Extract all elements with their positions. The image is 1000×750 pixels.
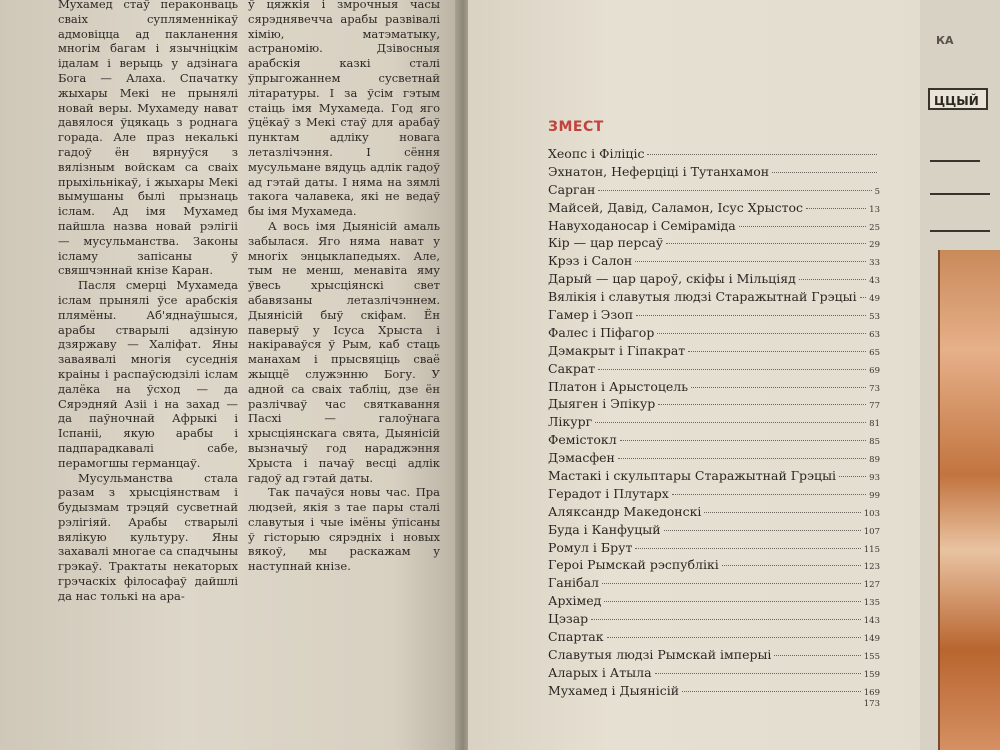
divider — [930, 193, 990, 195]
toc-entry-page: 143 — [863, 616, 880, 627]
toc-entry-page: 99 — [869, 490, 880, 501]
toc-leader-dots — [604, 601, 860, 602]
toc-entry — [548, 164, 880, 182]
toc-entry-title: Ромул і Брут — [548, 539, 633, 555]
paragraph: А вось імя Дыянісій амаль забылася. Яго няма нават у многіх энцыклапедыях. Але, тым не менш, менавіта яму ўвесь хрысціянскі свет абавязаны летазлічэннем. Дыянісій быў скіфам. Ён паверыў у Ісуса Хрыста і накіраваўся ў Рым, каб стаць манахам і прысвяціць сваё жыццё служэнню Богу. У адной са сваіх табліц, дзе ён разлічваў час святкавання Пасхі — галоўнага хрысціянскага свята, Дыянісій вызначыў год нараджэння Хрыста і пачаў весці адлік гадоў ад гэтай даты. — [248, 218, 440, 485]
toc-entry-page: 135 — [863, 598, 880, 609]
toc-leader-dots — [704, 512, 860, 513]
toc-entry — [548, 200, 880, 218]
toc-leader-dots — [602, 583, 861, 584]
toc-entry-title: Мухамед і Дыянісій — [548, 682, 680, 698]
toc-entry-page: 49 — [869, 294, 880, 305]
toc-leader-dots — [739, 226, 866, 227]
toc-entry-title: Лікург — [548, 414, 593, 430]
toc-leader-dots — [618, 458, 866, 459]
toc-entry — [548, 396, 880, 414]
toc-leader-dots — [860, 297, 867, 298]
toc-entry-page: 115 — [863, 544, 880, 555]
toc-entry-page: 93 — [869, 473, 880, 484]
toc-entry — [548, 253, 880, 271]
toc-entry-title: Дарый — цар цароў, скіфы і Мільціяд — [548, 271, 796, 287]
toc-entry — [548, 540, 880, 558]
toc-entry-title: Буда і Канфуцый — [548, 521, 661, 537]
toc-entry — [548, 647, 880, 665]
toc-entry — [548, 504, 880, 522]
paragraph: Мухамед стаў пераконваць сваіх супляменнікаў адмовіцца ад пакланення многім багам і язычніцкім ідалам і верыць у адзінага Бога — Алаха. Спачатку жыхары Мекі не прынялі новай веры. Мухамеду нават давялося ўцякаць з роднага горада. Але праз некалькі гадоў ён вярнуўся з вялізным войскам са сваіх прыхільнікаў, і жыхары Мекі вымушаны былі прызнаць іслам. Ад імя Мухамед пайшла назва новай рэлігіі — мусульманства. Законы ісламу запісаны ў свяшчэннай кнізе Каран. — [58, 0, 238, 278]
toc-leader-dots — [672, 494, 866, 495]
toc-leader-dots — [799, 279, 866, 280]
toc-entry-title: Ганібал — [548, 575, 599, 591]
toc-entry-page: 149 — [863, 634, 880, 645]
toc-leader-dots — [595, 422, 866, 423]
toc-entry-page: 73 — [869, 383, 880, 394]
toc-leader-dots — [772, 172, 877, 173]
toc-leader-dots — [839, 476, 866, 477]
toc-entry-title: Дэмакрыт і Гіпакрат — [548, 342, 686, 358]
text-column-right — [248, 0, 440, 574]
toc-entry — [548, 146, 880, 164]
toc-entry-page: 63 — [869, 329, 880, 340]
toc-entry-page: 173 — [863, 698, 880, 709]
toc-entry-title: Вялікія і славутыя людзі Старажытнай Грэцыі — [548, 289, 857, 305]
toc-entry — [548, 593, 880, 611]
toc-entry-title: Навуходаносар і Семіраміда — [548, 217, 736, 233]
toc-entry-title: Дыяген і Эпікур — [548, 396, 656, 412]
toc-entry — [548, 414, 880, 432]
toc-entry — [548, 486, 880, 504]
toc-leader-dots — [635, 261, 866, 262]
toc-entry-page: 43 — [869, 276, 880, 287]
toc-leader-dots — [636, 315, 866, 316]
toc-entry — [548, 575, 880, 593]
divider — [930, 230, 990, 232]
toc-entry — [548, 235, 880, 253]
toc-entry — [548, 182, 880, 200]
toc-entry-title: Архімед — [548, 593, 602, 609]
toc-entry-title: Кір — цар персаў — [548, 235, 664, 251]
toc-leader-dots — [620, 440, 866, 441]
toc-leader-dots — [607, 637, 861, 638]
toc-entry-page: 159 — [863, 669, 880, 680]
toc-trailing-page — [548, 699, 880, 709]
underlying-heading: КА — [936, 34, 954, 47]
toc-leader-dots — [691, 387, 866, 388]
toc-leader-dots — [647, 154, 877, 155]
paragraph: ў цяжкія і змрочныя часы сярэднявечча арабы развівалі хімію, матэматыку, астраномію. Дзівосныя арабскія казкі сталі ўпрыгожаннем сусветнай літаратуры. І за ўсім гэтым стаіць імя Мухамеда. Год яго ўцёкаў з Мекі стаў для арабаў пунктам адліку новага летазлічэння. І сёння мусульмане вядуць адлік гадоў ад гэтай даты. І няма на зямлі такога чалавека, які не ведаў бы імя Мухамеда. — [248, 0, 440, 219]
toc-entry — [548, 379, 880, 397]
table-of-contents — [548, 146, 880, 709]
toc-entry-page: 5 — [874, 186, 880, 197]
toc-leader-dots — [774, 655, 860, 656]
toc-leader-dots — [598, 369, 866, 370]
toc-entry-page: 169 — [863, 687, 880, 698]
left-page — [0, 0, 462, 750]
toc-entry-page: 53 — [869, 312, 880, 323]
toc-entry-title: Майсей, Давід, Саламон, Ісус Хрыстос — [548, 199, 804, 215]
toc-leader-dots — [664, 530, 861, 531]
toc-entry-title: Славутыя людзі Рымскай імперыі — [548, 646, 772, 662]
toc-leader-dots — [682, 691, 861, 692]
toc-entry-page: 103 — [863, 508, 880, 519]
toc-entry-title: Фемістокл — [548, 432, 617, 448]
toc-entry — [548, 271, 880, 289]
toc-entry-page: 155 — [863, 651, 880, 662]
toc-entry — [548, 611, 880, 629]
toc-entry-page: 13 — [869, 204, 880, 215]
toc-entry — [548, 361, 880, 379]
toc-entry — [548, 289, 880, 307]
underlying-label: ЦЦЫЙ — [928, 88, 988, 110]
divider — [930, 160, 980, 162]
toc-entry-title: Героі Рымскай рэспублікі — [548, 557, 719, 573]
toc-leader-dots — [666, 243, 866, 244]
toc-entry — [548, 450, 880, 468]
toc-leader-dots — [688, 351, 866, 352]
toc-entry-title: Аляксандр Македонскі — [548, 503, 702, 519]
toc-leader-dots — [658, 404, 866, 405]
toc-entry-page: 33 — [869, 258, 880, 269]
toc-entry-title: Крэз і Салон — [548, 253, 633, 269]
toc-entry-page: 89 — [869, 455, 880, 466]
toc-entry — [548, 343, 880, 361]
toc-heading: ЗМЕСТ — [548, 119, 604, 135]
toc-entry-title: Мастакі і скульптары Старажытнай Грэцыі — [548, 468, 837, 484]
toc-entry-title: Сакрат — [548, 360, 596, 376]
toc-entry-page: 65 — [869, 347, 880, 358]
toc-entry-page: 123 — [863, 562, 880, 573]
toc-leader-dots — [598, 190, 871, 191]
toc-entry — [548, 307, 880, 325]
toc-entry-page: 77 — [869, 401, 880, 412]
toc-entry-title: Гамер і Эзоп — [548, 307, 634, 323]
underlying-page — [920, 0, 1000, 750]
toc-entry — [548, 522, 880, 540]
toc-entry-title: Фалес і Піфагор — [548, 324, 655, 340]
toc-entry-title: Сарган — [548, 181, 596, 197]
toc-entry — [548, 218, 880, 236]
toc-entry-page: 25 — [869, 222, 880, 233]
paragraph: Так пачаўся новы час. Пра людзей, якія з тае пары сталі славутыя і чые імёны ўпісаны ў гісторыю сярэдніх і новых вякоў, мы раскажам у наступнай кнізе. — [248, 485, 440, 574]
toc-entry-title: Цэзар — [548, 611, 589, 627]
toc-leader-dots — [657, 333, 866, 334]
toc-entry-title: Герадот і Плутарх — [548, 485, 669, 501]
toc-entry-page: 29 — [869, 240, 880, 251]
toc-leader-dots — [635, 548, 860, 549]
toc-entry-title: Платон і Арыстоцель — [548, 378, 689, 394]
toc-entry — [548, 557, 880, 575]
toc-leader-dots — [806, 208, 866, 209]
toc-entry-title: Аларых і Атыла — [548, 664, 652, 680]
toc-entry-page: 127 — [863, 580, 880, 591]
toc-entry-page: 85 — [869, 437, 880, 448]
toc-entry-page: 69 — [869, 365, 880, 376]
toc-leader-dots — [591, 619, 861, 620]
paragraph: Мусульманства стала разам з хрысціянствам і будызмам трэцяй сусветнай рэлігіяй. Арабы стварылі вялікую культуру. Яны захавалі многае са спадчыны грэкаў. Трактаты некаторых грэчаскіх філосафаў дайшлі да нас толькі на ара- — [58, 470, 238, 603]
toc-entry-title: Хеопс і Філіціс — [548, 146, 645, 161]
paragraph: Пасля смерці Мухамеда іслам прынялі ўсе арабскія плямёны. Аб'яднаўшыся, арабы стварылі адзіную дзяржаву — Халіфат. Яны заваявалі многія суседнія краіны і распаўсюдзілі іслам далёка на ўсход — да Сярэдняй Азіі і на захад — да паўночнай Афрыкі і Іспаніі, якую арабы і падпарадкавалі сабе, перамогшы германцаў. — [58, 278, 238, 470]
toc-entry — [548, 468, 880, 486]
toc-entry — [548, 629, 880, 647]
text-column-left — [58, 0, 238, 604]
toc-entry-title: Спартак — [548, 629, 604, 645]
toc-entry — [548, 325, 880, 343]
toc-entry — [548, 665, 880, 683]
toc-entry-title: Дэмасфен — [548, 450, 615, 466]
illustration — [938, 250, 1000, 750]
toc-leader-dots — [722, 565, 861, 566]
toc-entry — [548, 432, 880, 450]
toc-entry-title: Эхнатон, Неферціці і Тутанхамон — [548, 163, 770, 179]
toc-entry-page: 81 — [869, 419, 880, 430]
toc-entry-page: 107 — [863, 526, 880, 537]
toc-leader-dots — [655, 673, 861, 674]
